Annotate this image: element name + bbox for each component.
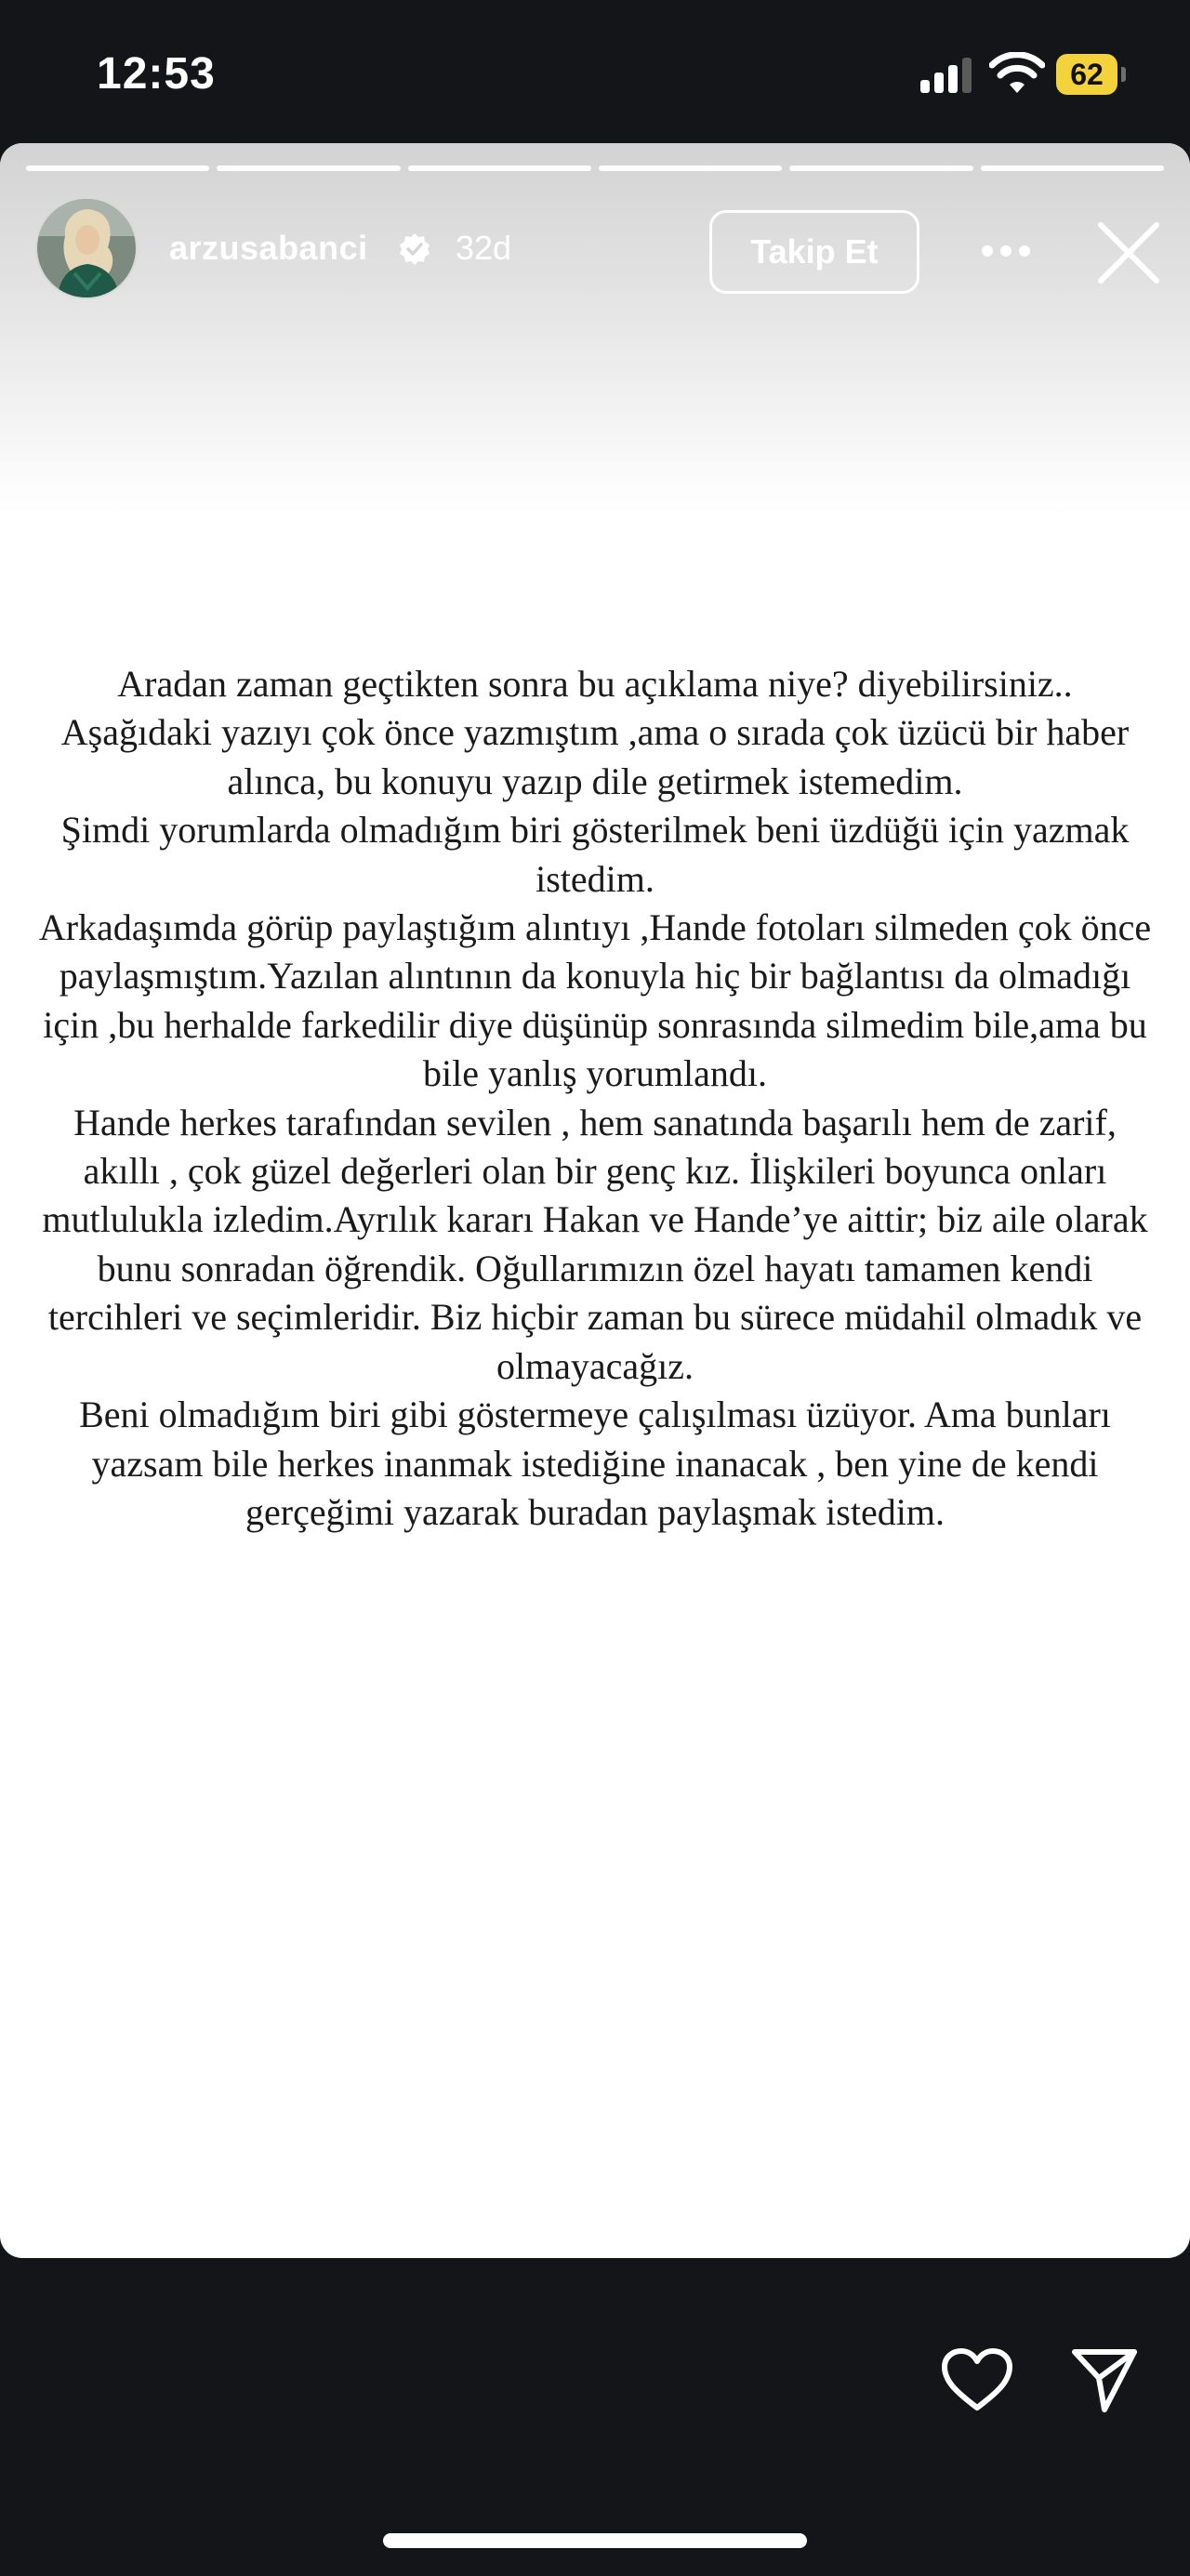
story-paragraph: Arkadaşımda görüp paylaştığım alıntıyı ,Hande fotoları silmeden çok önce paylaşmıştım.Yazılan alıntının da konuyla hiç bir bağlantısı da olmadığı için ,bu herhalde farkedilir diye düşünüp sonrasında silmedim bile,ama bu bile yanlış yorumlandı. — [38, 906, 1152, 1095]
story-progress-segment — [26, 165, 209, 171]
story-time-ago: 32d — [456, 229, 512, 267]
follow-button[interactable]: Takip Et — [709, 210, 919, 294]
story-paragraph: Aradan zaman geçtikten sonra bu açıklama niye? diyebilirsiniz.. — [117, 663, 1073, 705]
story-viewer[interactable] — [0, 143, 1190, 2258]
story-progress-bars — [26, 165, 1164, 171]
story-text — [37, 660, 1153, 1537]
battery-icon — [1056, 54, 1125, 95]
status-time: 12:53 — [97, 49, 216, 99]
send-icon[interactable] — [1069, 2345, 1140, 2415]
story-paragraph: Aşağıdaki yazıyı çok önce yazmıştım ,ama o sırada çok üzücü bir haber alınca, bu konuyu yazıp dile getirmek istemedim. — [60, 711, 1130, 802]
story-progress-segment — [408, 165, 591, 171]
story-progress-segment — [981, 165, 1164, 171]
heart-icon[interactable] — [939, 2346, 1015, 2413]
story-paragraph: Hande herkes tarafından sevilen , hem sanatında başarılı hem de zarif, akıllı , çok güzel değerleri olan bir genç kız. İlişkileri boyunca onları mutlulukla izledim.Ayrılık kararı Hakan ve Hande’ye aittir; biz aile olarak bunu sonradan öğrendik. Oğullarımızın özel hayatı tamamen kendi tercihleri ve seçimleridir. Biz hiçbir zaman bu sürece müdahil olmadık ve olmayacağız. — [42, 1101, 1148, 1387]
close-icon[interactable] — [1095, 219, 1162, 286]
story-paragraph: Şimdi yorumlarda olmadığım biri gösterilmek beni üzdüğü için yazmak istedim. — [60, 809, 1130, 900]
story-progress-segment — [789, 165, 972, 171]
story-header-gradient — [0, 143, 1190, 515]
avatar[interactable] — [35, 197, 138, 299]
home-indicator[interactable] — [383, 2533, 807, 2548]
story-paragraph: Beni olmadığım biri gibi göstermeye çalışılması üzüyor. Ama bunları yazsam bile herkes inanmak istediğine inanacak , ben yine de kendi gerçeğimi yazarak buradan paylaşmak istedim. — [79, 1394, 1111, 1533]
story-username[interactable]: arzusabanci — [169, 229, 368, 267]
story-progress-segment — [217, 165, 400, 171]
more-horizontal-icon[interactable] — [978, 245, 1034, 258]
wifi-icon — [989, 52, 1045, 95]
verified-badge-icon — [398, 232, 431, 266]
cellular-signal-icon — [920, 56, 972, 93]
battery-level: 62 — [1056, 54, 1117, 95]
story-progress-segment — [599, 165, 782, 171]
